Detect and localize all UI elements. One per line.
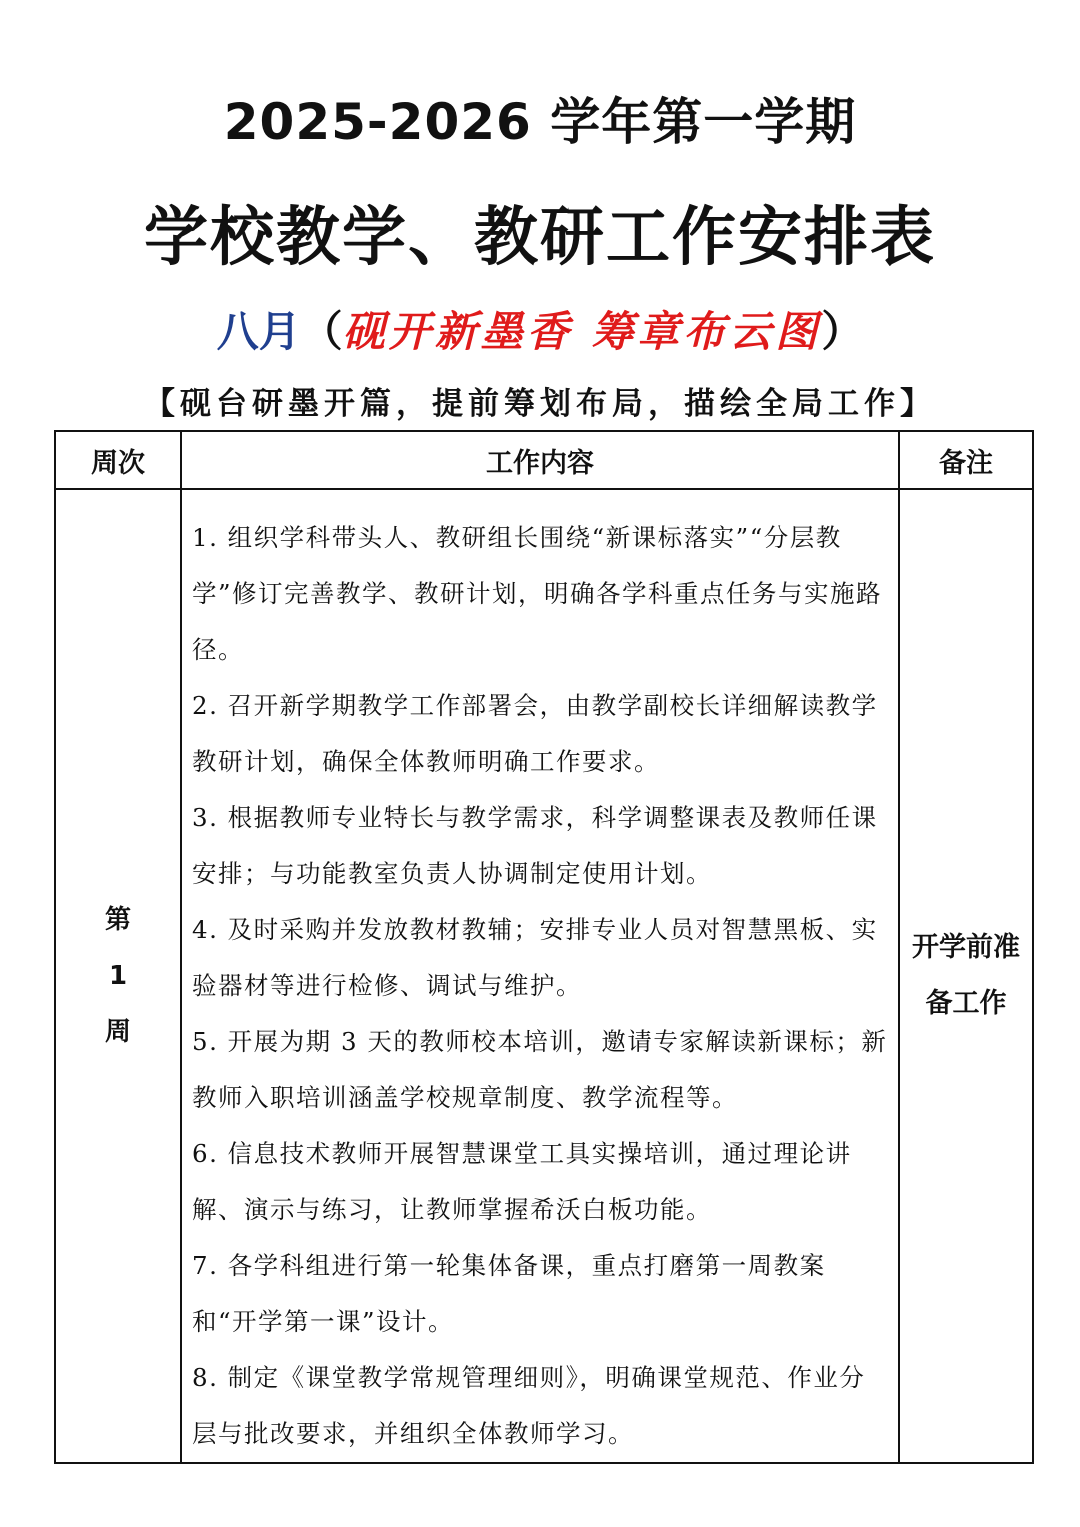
- schedule-table: [54, 430, 1034, 1464]
- week-cell: [55, 489, 181, 1463]
- work-item: 8. 制定《课堂教学常规管理细则》，明确课堂规范、作业分层与批改要求，并组织全体教师学习。: [192, 1363, 866, 1448]
- subtitle: 【砚台研墨开篇，提前筹划布局，描绘全局工作】: [144, 386, 936, 422]
- table-header-row: [55, 431, 1033, 489]
- content-cell: [181, 489, 899, 1463]
- month-label: 八月: [216, 307, 301, 356]
- week-number: 1: [108, 961, 128, 991]
- note-cell: 开学前准备工作: [899, 489, 1033, 1463]
- paren-close: ）: [821, 307, 864, 356]
- week-char: 第: [104, 905, 131, 935]
- month-heading: [0, 300, 1080, 364]
- year-title: 2025-2026 学年第一学期: [223, 93, 857, 151]
- work-item: 4. 及时采购并发放教材教辅；安排专业人员对智慧黑板、实验器材等进行检修、调试与维护。: [192, 915, 878, 1000]
- work-item: 1. 组织学科带头人、教研组长围绕“新课标落实”“分层教学”修订完善教学、教研计划，明确各学科重点任务与实施路径。: [192, 523, 883, 664]
- month-slogan: 砚开新墨香 筹章布云图: [342, 307, 822, 356]
- work-item: 3. 根据教师专业特长与教学需求，科学调整课表及教师任课安排；与功能教室负责人协调制定使用计划。: [192, 803, 878, 888]
- header-note: 备注: [899, 431, 1033, 489]
- header-content: 工作内容: [181, 431, 899, 489]
- paren-open: （: [300, 307, 343, 356]
- work-item: 7. 各学科组进行第一轮集体备课，重点打磨第一周教案和“开学第一课”设计。: [192, 1251, 826, 1336]
- table-row: [55, 489, 1033, 1463]
- header-week: 周次: [55, 431, 181, 489]
- work-item: 5. 开展为期 3 天的教师校本培训，邀请专家解读新课标；新教师入职培训涵盖学校规章制度、教学流程等。: [192, 1027, 888, 1112]
- week-char: 周: [104, 1017, 131, 1047]
- work-item: 6. 信息技术教师开展智慧课堂工具实操培训，通过理论讲解、演示与练习，让教师掌握希沃白板功能。: [192, 1139, 852, 1224]
- work-item: 2. 召开新学期教学工作部署会，由教学副校长详细解读教学教研计划，确保全体教师明确工作要求。: [192, 691, 878, 776]
- main-title: 学校教学、教研工作安排表: [144, 201, 936, 275]
